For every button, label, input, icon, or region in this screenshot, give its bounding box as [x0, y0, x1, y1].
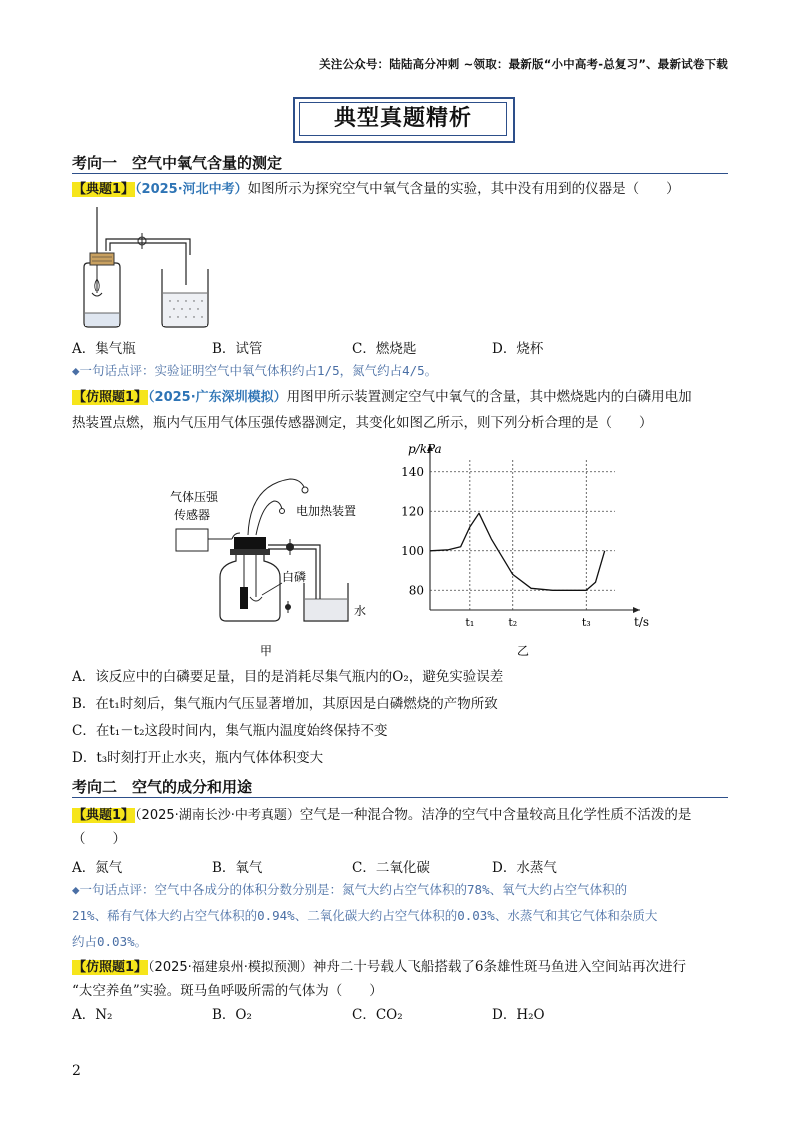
q3-option-a[interactable]: A．氮气 — [72, 860, 123, 876]
water-label: 水 — [354, 604, 367, 618]
q3-option-c[interactable]: C．二氧化碳 — [352, 860, 430, 876]
q2-tag: 【仿照题1】 — [73, 390, 148, 405]
x-tick-label: t₃ — [581, 616, 591, 629]
figure-b-caption: 乙 — [516, 644, 530, 658]
q1-tag: 【典题1】 — [73, 182, 135, 197]
x-tick-label: t₂ — [508, 616, 518, 629]
q1-apparatus-figure — [70, 205, 220, 330]
pressure-curve — [430, 513, 605, 590]
q2-text-line1: 用图甲所示装置测定空气中氧气的含量，其中燃烧匙内的白磷用电加 — [286, 389, 692, 405]
q2-option-b[interactable]: B．在t₁时刻后，集气瓶内气压显著增加，其原因是白磷燃烧的产物所致 — [72, 696, 498, 712]
section-banner — [293, 97, 515, 143]
sensor-label-2: 传感器 — [174, 508, 211, 522]
q1-source: （2025·河北中考） — [135, 182, 248, 197]
q2-apparatus-figure — [170, 465, 385, 665]
section1-title: 考向一 空气中氧气含量的测定 — [72, 154, 283, 172]
q3-option-b[interactable]: B．氧气 — [212, 860, 263, 876]
q1-stem — [72, 176, 728, 203]
q2-option-c[interactable]: C．在t₁－t₂这段时间内，集气瓶内温度始终保持不变 — [72, 723, 388, 739]
q4-source: （2025·福建泉州·模拟预测） — [148, 960, 313, 975]
q3-text-line2: （ ） — [72, 831, 126, 847]
y-tick-label: 80 — [408, 583, 424, 598]
banner-title: 典型真题精析 — [299, 102, 507, 136]
q1-option-b[interactable]: B．试管 — [212, 341, 263, 357]
q1-option-a[interactable]: A．集气瓶 — [72, 341, 136, 357]
q1-text: 如图所示为探究空气中氧气含量的实验，其中没有用到的仪器是（ ） — [247, 181, 680, 197]
sensor-label-1: 气体压强 — [170, 490, 219, 504]
pressure-sensor-box — [176, 529, 208, 551]
q1-options — [72, 337, 728, 359]
q4-stem — [72, 954, 728, 981]
y-tick-label: 140 — [401, 464, 424, 479]
q3-options — [72, 856, 728, 878]
figure-a-caption: 甲 — [260, 644, 273, 658]
section2-underline — [72, 797, 728, 798]
comment-2-line2: 21%、稀有气体大约占空气体积的0.94%、二氧化碳大约占空气体积的0.03%、水蒸气和其它气体和杂质大 — [72, 908, 658, 923]
q4-option-b[interactable]: B．O₂ — [212, 1007, 252, 1023]
phosphorus-label: 白磷 — [282, 570, 307, 584]
q1-option-d[interactable]: D．烧杯 — [492, 341, 544, 357]
q4-option-c[interactable]: C．CO₂ — [352, 1007, 403, 1023]
comment-2-line1: ◆一句话点评：空气中各成分的体积分数分别是：氮气大约占空气体积的78%、氧气大约占空气体积的 — [72, 882, 628, 897]
x-tick-label: t₁ — [465, 616, 475, 629]
page-number: 2 — [72, 1063, 81, 1079]
x-axis-label: t/s — [634, 615, 650, 629]
page-header: 关注公众号：陆陆高分冲刺 ~领取：最新版“小中高考-总复习”、最新试卷下载 — [319, 57, 728, 71]
q2-option-a[interactable]: A．该反应中的白磷要足量，目的是消耗尽集气瓶内的O₂，避免实验误差 — [72, 669, 504, 685]
comment-2-line3: 约占0.03%。 — [72, 934, 148, 949]
q2-source: （2025·广东深圳模拟） — [148, 390, 287, 405]
q3-option-d[interactable]: D．水蒸气 — [492, 860, 557, 876]
q1-option-c[interactable]: C．燃烧匙 — [352, 341, 417, 357]
y-axis-label: p/kPa — [408, 442, 442, 456]
q4-options — [72, 1003, 728, 1025]
y-tick-label: 120 — [401, 504, 424, 519]
q3-stem — [72, 802, 728, 829]
y-tick-label: 100 — [401, 543, 424, 558]
q2-stem — [72, 384, 728, 411]
pressure-chart — [395, 440, 655, 662]
q3-source: （2025·湖南长沙·中考真题） — [135, 808, 300, 823]
section1-underline — [72, 173, 728, 174]
q2-text-line2: 热装置点燃，瓶内气压用气体压强传感器测定，其变化如图乙所示，则下列分析合理的是（ ） — [72, 415, 653, 431]
q4-text-line2: “太空养鱼”实验。斑马鱼呼吸所需的气体为（ ） — [72, 983, 383, 999]
q3-text-line1: 空气是一种混合物。洁净的空气中含量较高且化学性质不活泼的是 — [299, 807, 692, 823]
section2-title: 考向二 空气的成分和用途 — [72, 778, 253, 796]
x-axis-arrow — [633, 607, 640, 613]
heater-label: 电加热装置 — [296, 504, 357, 518]
comment-1: ◆一句话点评：实验证明空气中氧气体积约占1/5，氮气约占4/5。 — [72, 363, 438, 378]
q4-option-d[interactable]: D．H₂O — [492, 1007, 545, 1023]
q3-tag: 【典题1】 — [73, 808, 135, 823]
q4-text-line1: 神舟二十号载人飞船搭载了6条雄性斑马鱼进入空间站再次进行 — [312, 959, 686, 975]
q4-option-a[interactable]: A．N₂ — [72, 1007, 113, 1023]
q4-tag: 【仿照题1】 — [73, 960, 148, 975]
q2-option-d[interactable]: D．t₃时刻打开止水夹，瓶内气体体积变大 — [72, 750, 324, 766]
